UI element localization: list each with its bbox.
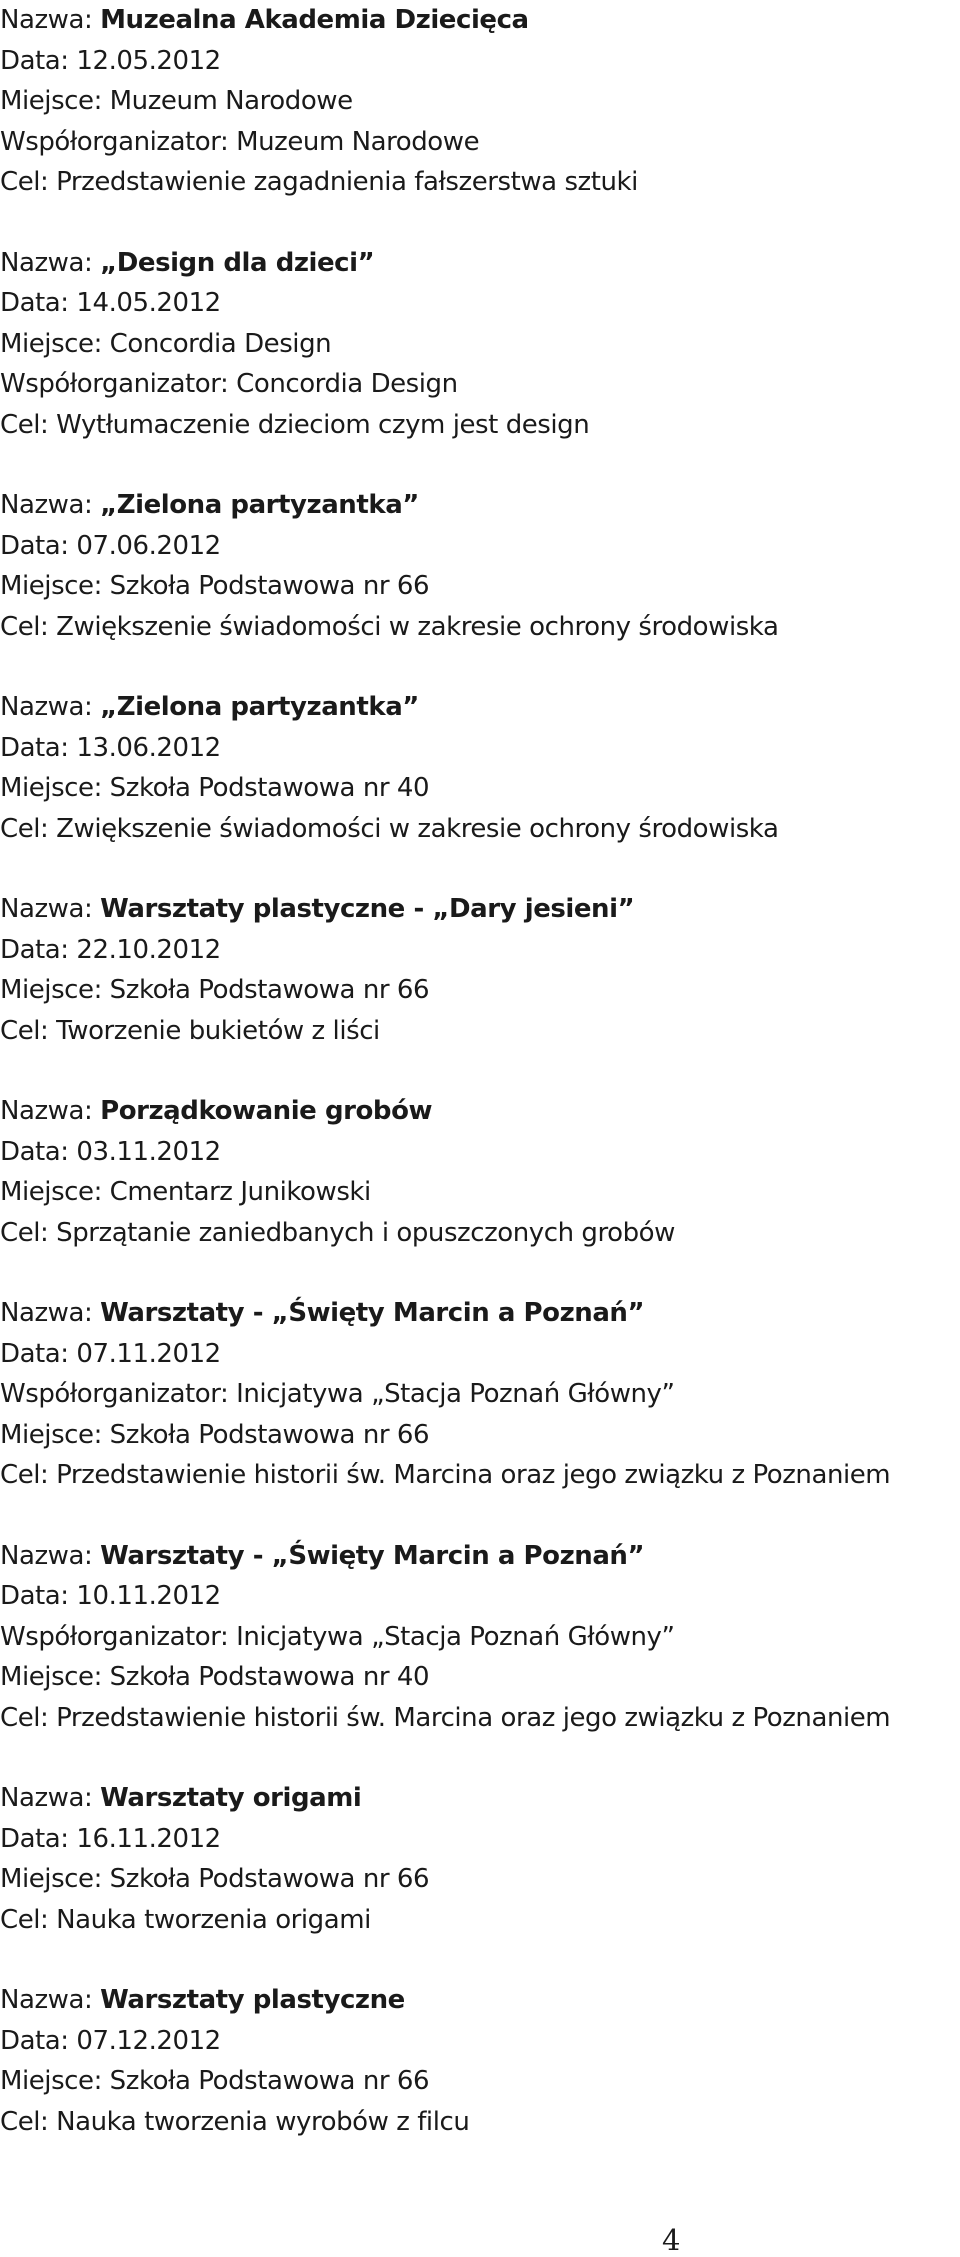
event-name-line	[0, 1980, 960, 2021]
event-entry	[0, 1980, 960, 2142]
event-detail-line: Cel: Sprzątanie zaniedbanych i opuszczonych grobów	[0, 1217, 675, 1248]
event-name-line	[0, 485, 960, 526]
event-name-label: Nazwa:	[0, 490, 101, 520]
event-name-label: Nazwa:	[0, 1298, 101, 1328]
event-detail-line: Data: 16.11.2012	[0, 1823, 221, 1854]
event-name-label: Nazwa:	[0, 5, 101, 35]
event-entry	[0, 1536, 960, 1739]
event-detail-line: Miejsce: Concordia Design	[0, 328, 332, 359]
event-detail-line: Miejsce: Szkoła Podstawowa nr 66	[0, 2066, 430, 2096]
event-detail-line: Współorganizator: Muzeum Narodowe	[0, 126, 480, 157]
event-detail-line: Cel: Zwiększenie świadomości w zakresie ochrony środowiska	[0, 611, 779, 642]
event-detail-line: Data: 03.11.2012	[0, 1136, 221, 1167]
event-detail-line: Data: 13.06.2012	[0, 732, 221, 763]
event-entry	[0, 1293, 960, 1496]
event-name-line	[0, 243, 960, 284]
event-detail-line: Współorganizator: Concordia Design	[0, 369, 458, 399]
event-name: Warsztaty - „Święty Marcin a Poznań”	[100, 1540, 645, 1571]
event-name-label: Nazwa:	[0, 894, 101, 924]
event-detail-line: Cel: Nauka tworzenia origami	[0, 1904, 371, 1935]
event-name: Warsztaty plastyczne	[100, 1985, 405, 2015]
event-detail-line: Współorganizator: Inicjatywa „Stacja Poznań Główny”	[0, 1379, 675, 1409]
event-detail-line: Miejsce: Muzeum Narodowe	[0, 86, 353, 116]
event-detail-line: Data: 14.05.2012	[0, 288, 221, 318]
event-detail-line: Miejsce: Szkoła Podstawowa nr 40	[0, 1662, 430, 1692]
event-detail-line: Miejsce: Cmentarz Junikowski	[0, 1177, 371, 1207]
event-name-line	[0, 687, 960, 728]
event-detail-line: Miejsce: Szkoła Podstawowa nr 40	[0, 773, 430, 803]
event-name-label: Nazwa:	[0, 1985, 101, 2015]
event-name-line	[0, 889, 960, 930]
event-entry	[0, 889, 960, 1051]
event-detail-line: Miejsce: Szkoła Podstawowa nr 66	[0, 1864, 430, 1894]
event-name-line	[0, 0, 960, 41]
event-detail-line: Współorganizator: Inicjatywa „Stacja Poznań Główny”	[0, 1621, 675, 1652]
event-detail-line: Data: 12.05.2012	[0, 45, 221, 76]
event-name-line	[0, 1091, 960, 1132]
event-name: „Design dla dzieci”	[100, 247, 375, 278]
event-entry	[0, 243, 960, 446]
event-entry	[0, 687, 960, 849]
event-detail-line: Cel: Nauka tworzenia wyrobów z filcu	[0, 2106, 470, 2137]
event-name: Warsztaty origami	[100, 1783, 362, 1813]
page-number: 4	[662, 2223, 681, 2257]
event-detail-line: Miejsce: Szkoła Podstawowa nr 66	[0, 1419, 430, 1450]
event-detail-line: Cel: Zwiększenie świadomości w zakresie ochrony środowiska	[0, 813, 779, 844]
event-detail-line: Data: 10.11.2012	[0, 1581, 221, 1611]
event-detail-line: Data: 07.12.2012	[0, 2025, 221, 2056]
event-name-line	[0, 1536, 960, 1577]
event-name-label: Nazwa:	[0, 1096, 101, 1126]
event-name-label: Nazwa:	[0, 247, 101, 278]
event-detail-line: Data: 07.11.2012	[0, 1338, 221, 1369]
event-name: Warsztaty - „Święty Marcin a Poznań”	[100, 1298, 645, 1328]
event-name-label: Nazwa:	[0, 1783, 101, 1813]
event-name: „Zielona partyzantka”	[100, 692, 419, 722]
event-name-label: Nazwa:	[0, 1540, 101, 1571]
event-detail-line: Data: 22.10.2012	[0, 934, 221, 965]
event-detail-line: Cel: Przedstawienie historii św. Marcina oraz jego związku z Poznaniem	[0, 1702, 891, 1733]
event-detail-line: Cel: Wytłumaczenie dzieciom czym jest design	[0, 409, 590, 440]
event-name: Porządkowanie grobów	[100, 1096, 433, 1126]
event-detail-line: Cel: Przedstawienie historii św. Marcina oraz jego związku z Poznaniem	[0, 1460, 891, 1490]
event-entry	[0, 0, 960, 203]
event-name-label: Nazwa:	[0, 692, 101, 722]
event-name: „Zielona partyzantka”	[100, 490, 419, 520]
event-entry	[0, 1091, 960, 1253]
event-name-line	[0, 1778, 960, 1819]
event-detail-line: Cel: Przedstawienie zagadnienia fałszerstwa sztuki	[0, 167, 638, 197]
event-entry	[0, 1778, 960, 1940]
event-name: Warsztaty plastyczne - „Dary jesieni”	[100, 894, 635, 924]
event-detail-line: Miejsce: Szkoła Podstawowa nr 66	[0, 571, 430, 601]
event-name: Muzealna Akademia Dziecięca	[100, 5, 529, 35]
event-detail-line: Data: 07.06.2012	[0, 530, 221, 561]
event-detail-line: Cel: Tworzenie bukietów z liści	[0, 1015, 380, 1046]
event-name-line	[0, 1293, 960, 1334]
event-detail-line: Miejsce: Szkoła Podstawowa nr 66	[0, 975, 430, 1005]
event-entry	[0, 485, 960, 647]
